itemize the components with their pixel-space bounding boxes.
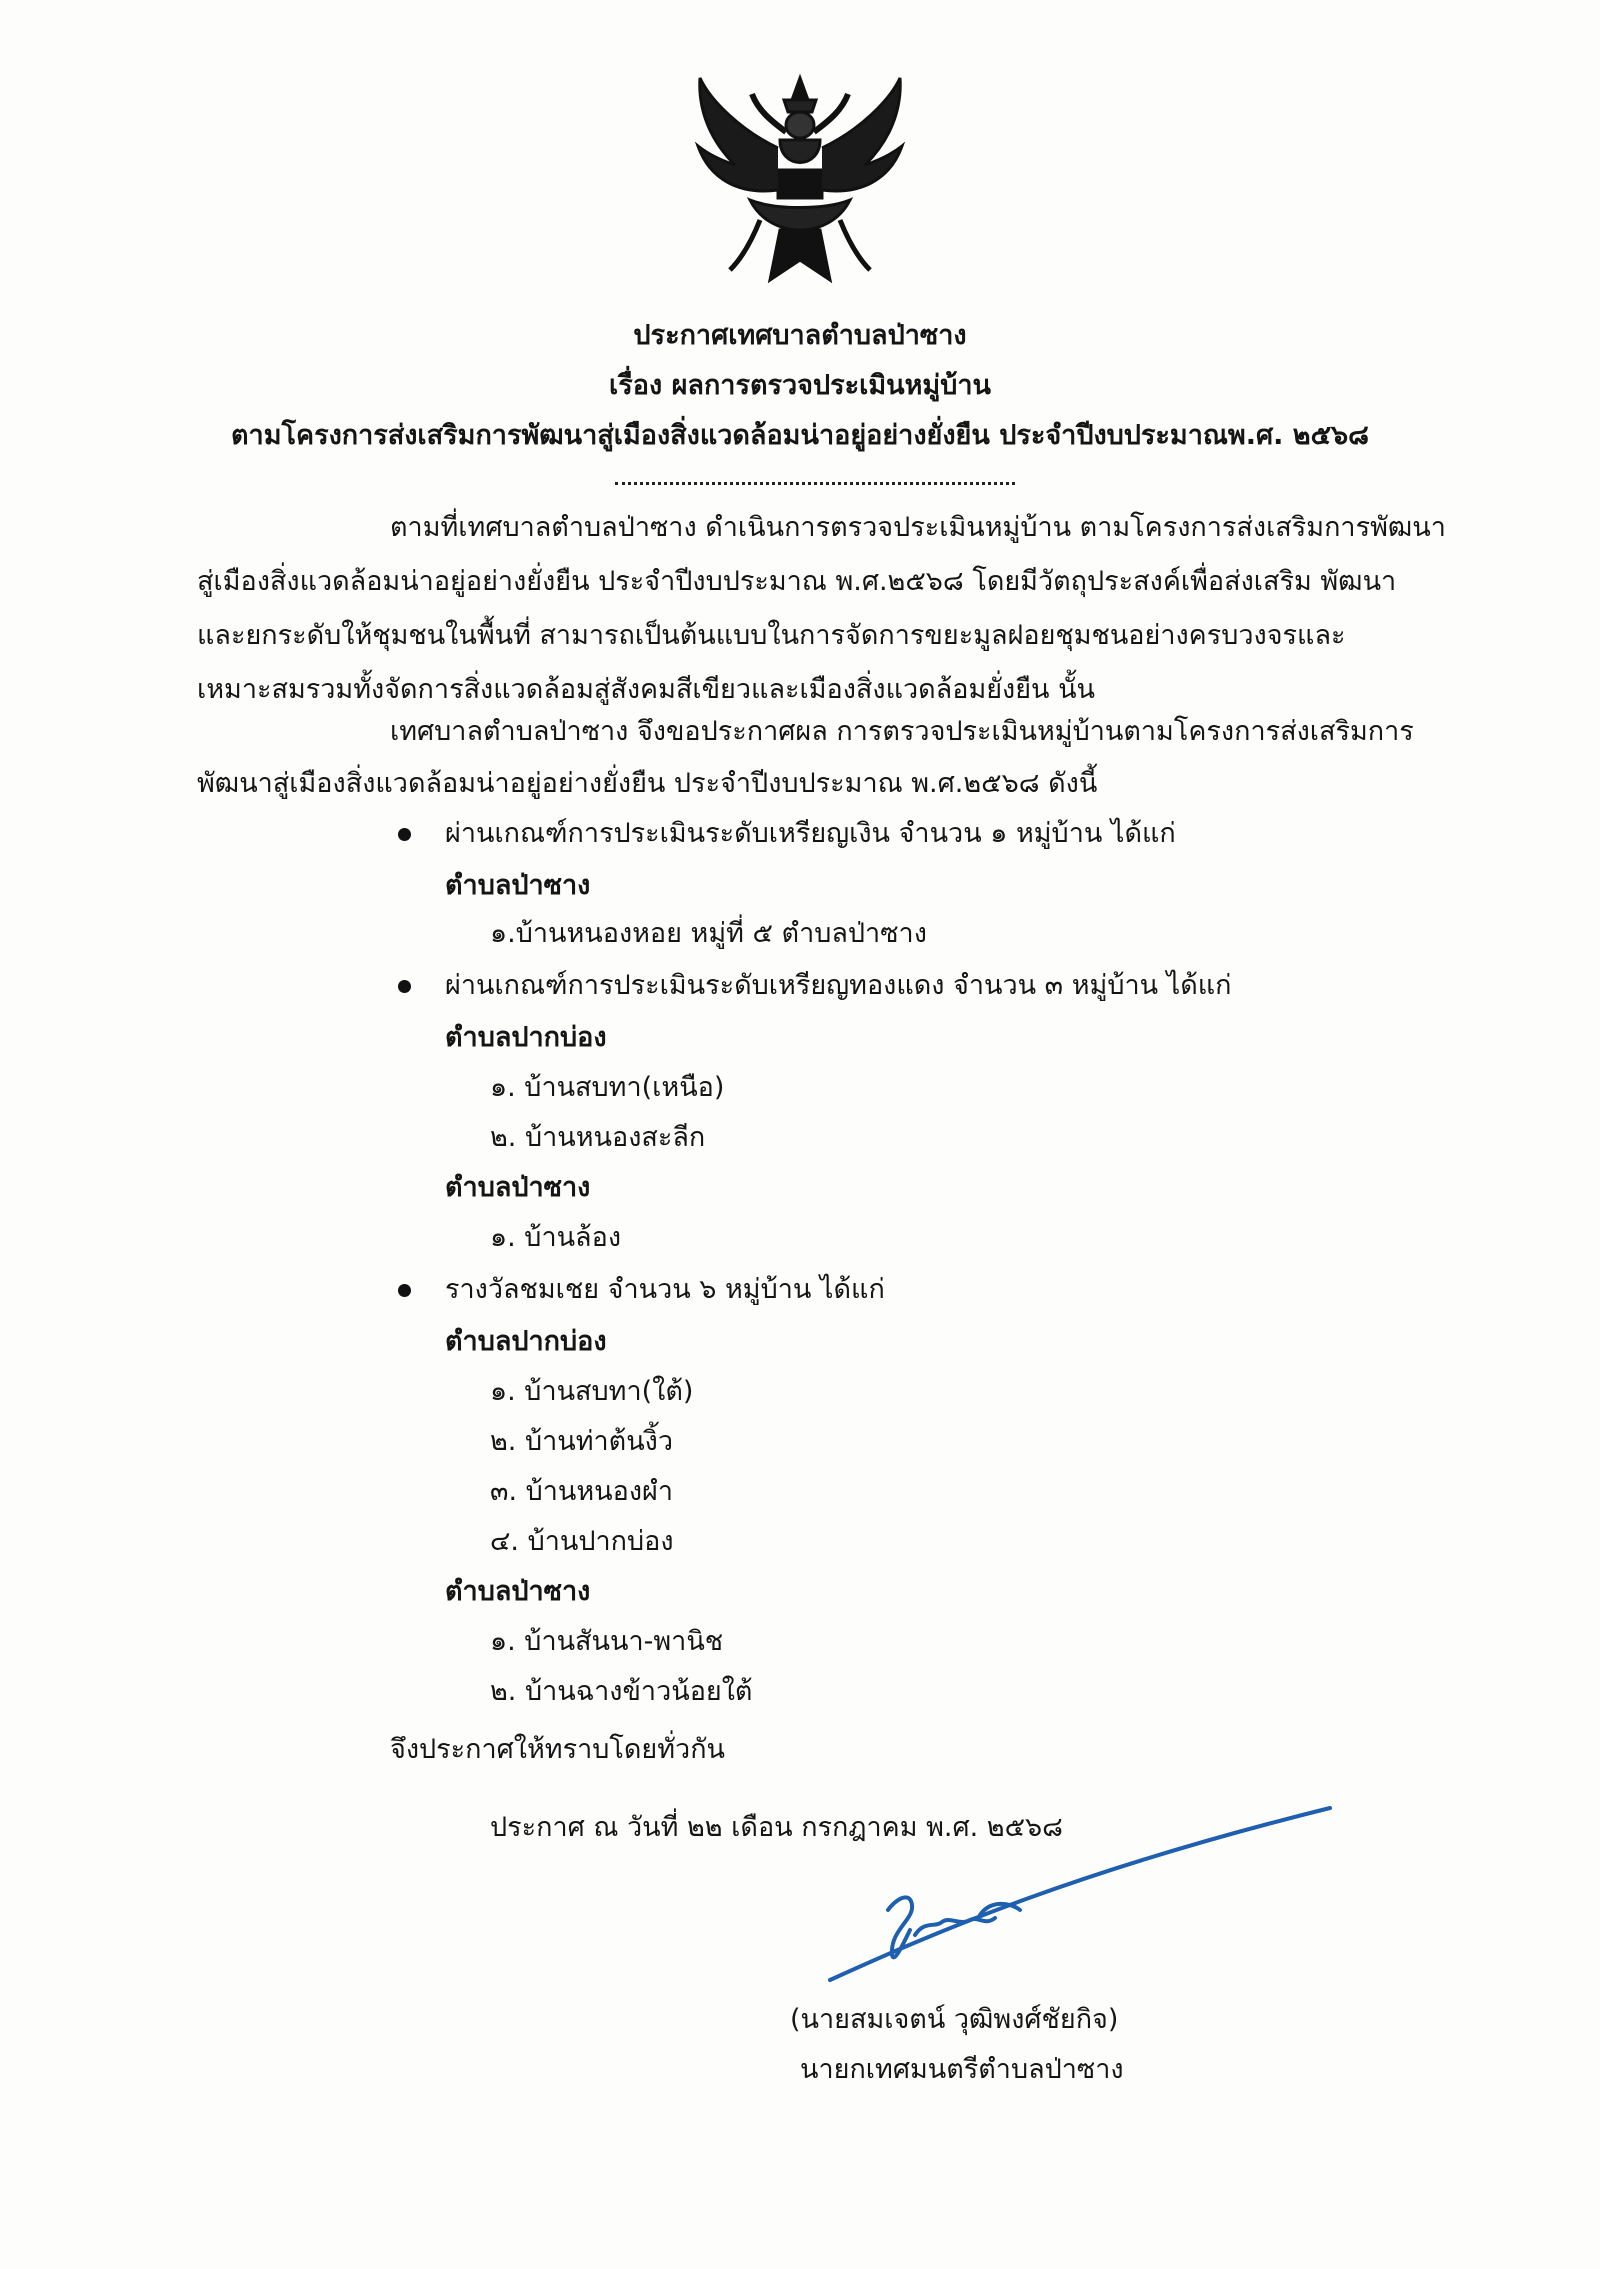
list-item: ๑. บ้านล้อง <box>490 1222 622 1253</box>
list-item: ๑.บ้านหนองหอย หมู่ที่ ๕ ตำบลป่าซาง <box>490 918 927 949</box>
silver-heading: ผ่านเกณฑ์การประเมินระดับเหรียญเงิน จำนวน ๑ หมู่บ้าน ได้แก่ <box>445 818 1176 849</box>
garuda-emblem-icon <box>680 70 920 290</box>
paragraph-1-line-3: และยกระดับให้ชุมชนในพื้นที่ สามารถเป็นต้นแบบในการจัดการขยะมูลฝอยชุมชนอย่างครบวงจรและ <box>197 620 1346 651</box>
list-item: ๒. บ้านฉางข้าวน้อยใต้ <box>490 1676 753 1707</box>
signer-position: นายกเทศมนตรีตำบลป่าซาง <box>800 2054 1124 2085</box>
list-item: ๔. บ้านปากบ่อง <box>490 1526 674 1557</box>
closing-line: จึงประกาศให้ทราบโดยทั่วกัน <box>390 1734 725 1765</box>
list-item: ๑. บ้านสันนา-พานิช <box>490 1626 724 1657</box>
paragraph-1-line-1: ตามที่เทศบาลตำบลป่าซาง ดำเนินการตรวจประเมินหมู่บ้าน ตามโครงการส่งเสริมการพัฒนา <box>390 512 1446 543</box>
bullet <box>398 1284 411 1297</box>
list-item: ๒. บ้านหนองสะลีก <box>490 1122 706 1153</box>
paragraph-2-line-2: พัฒนาสู่เมืองสิ่งแวดล้อมน่าอยู่อย่างยั่งยืน ประจำปีงบประมาณ พ.ศ.๒๕๖๘ ดังนี้ <box>197 768 1098 799</box>
honor-subdistrict-1: ตำบลปากบ่อง <box>445 1326 607 1357</box>
silver-subdistrict: ตำบลป่าซาง <box>445 870 591 901</box>
bullet <box>398 828 411 841</box>
honor-heading: รางวัลชมเชย จำนวน ๖ หมู่บ้าน ได้แก่ <box>445 1274 885 1305</box>
list-item: ๑. บ้านสบทา(ใต้) <box>490 1376 694 1407</box>
bullet <box>398 980 411 993</box>
paragraph-1-line-2: สู่เมืองสิ่งแวดล้อมน่าอยู่อย่างยั่งยืน ประจำปีงบประมาณ พ.ศ.๒๕๖๘ โดยมีวัตถุประสงค์เพื่อส่งเสริม พัฒนา <box>197 566 1397 597</box>
list-item: ๑. บ้านสบทา(เหนือ) <box>490 1072 725 1103</box>
list-item: ๒. บ้านท่าต้นงิ้ว <box>490 1426 674 1457</box>
signature-mark <box>820 1790 1340 2020</box>
announcement-project: ตามโครงการส่งเสริมการพัฒนาสู่เมืองสิ่งแวดล้อมน่าอยู่อย่างยั่งยืน ประจำปีงบประมาณพ.ศ. ๒๕๖๘ <box>231 420 1369 451</box>
dotted-divider <box>615 482 1015 485</box>
announcement-title: ประกาศเทศบาลตำบลป่าซาง <box>633 320 967 351</box>
paragraph-1-line-4: เหมาะสมรวมทั้งจัดการสิ่งแวดล้อมสู่สังคมสีเขียวและเมืองสิ่งแวดล้อมยั่งยืน นั้น <box>197 674 1096 705</box>
list-item: ๓. บ้านหนองผำ <box>490 1476 674 1507</box>
bronze-heading: ผ่านเกณฑ์การประเมินระดับเหรียญทองแดง จำนวน ๓ หมู่บ้าน ได้แก่ <box>445 970 1232 1001</box>
bronze-subdistrict-1: ตำบลปากบ่อง <box>445 1022 607 1053</box>
honor-subdistrict-2: ตำบลป่าซาง <box>445 1576 591 1607</box>
announcement-date: ประกาศ ณ วันที่ ๒๒ เดือน กรกฎาคม พ.ศ. ๒๕๖๘ <box>490 1812 1064 1843</box>
signer-name: (นายสมเจตน์ วุฒิพงศ์ชัยกิจ) <box>790 2004 1119 2035</box>
paragraph-2-line-1: เทศบาลตำบลป่าซาง จึงขอประกาศผล การตรวจประเมินหมู่บ้านตามโครงการส่งเสริมการ <box>390 716 1414 747</box>
announcement-subject: เรื่อง ผลการตรวจประเมินหมู่บ้าน <box>609 370 991 401</box>
bronze-subdistrict-2: ตำบลป่าซาง <box>445 1172 591 1203</box>
